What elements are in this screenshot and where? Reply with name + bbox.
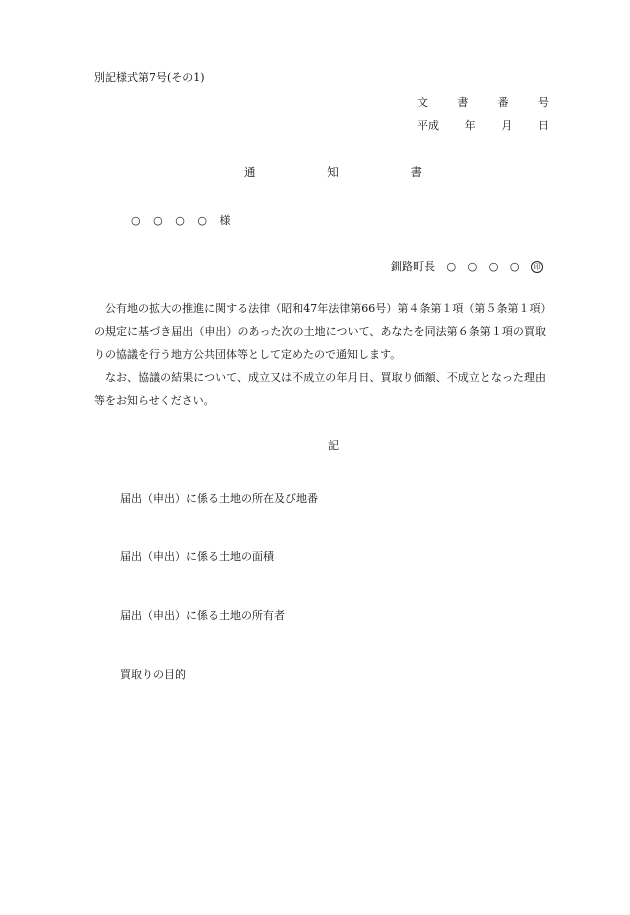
sender-placeholder: ○ (467, 260, 478, 273)
document-number-line (417, 94, 549, 110)
date-year: 年 (464, 119, 476, 132)
date-line (417, 117, 549, 133)
docnum-char: 書 (457, 96, 469, 109)
docnum-char: 文 (417, 96, 428, 109)
addressee-honorific: 様 (219, 214, 231, 227)
ki-heading: 記 (328, 439, 339, 452)
seal-icon: 印 (531, 261, 543, 273)
date-day: 日 (537, 119, 549, 132)
sender (391, 258, 543, 274)
sender-title: 釧路町長 (391, 260, 435, 273)
sender-placeholder: ○ (488, 260, 499, 273)
addressee-placeholder: ○ (153, 214, 163, 227)
date-month: 月 (501, 119, 513, 132)
docnum-char: 号 (537, 96, 549, 109)
title-char: 通 (244, 165, 256, 179)
list-item: 届出（申出）に係る土地の所在及び地番 (120, 492, 318, 505)
sender-placeholder: ○ (509, 260, 520, 273)
addressee-placeholder: ○ (131, 214, 141, 227)
title-char: 書 (410, 165, 422, 179)
body-paragraph-2: なお、協議の結果について、成立又は不成立の年月日、買取り価額、不成立となった理由等をお知らせください。 (94, 371, 546, 407)
sender-placeholder: ○ (446, 260, 457, 273)
body-text (94, 297, 546, 412)
list-item: 買取りの目的 (120, 668, 186, 681)
list-item: 届出（申出）に係る土地の所有者 (120, 609, 285, 622)
addressee-placeholder: ○ (197, 214, 207, 227)
body-paragraph-1: 公有地の拡大の推進に関する法律（昭和47年法律第66号）第４条第１項（第５条第１項）の規定に基づき届出（申出）のあった次の土地について、あなたを同法第６条第１項の買取りの協議を行う地方公共団体等として定めたので通知します。 (94, 302, 546, 361)
date-era: 平成 (417, 119, 439, 132)
title-char: 知 (327, 165, 339, 179)
list-item: 届出（申出）に係る土地の面積 (120, 550, 274, 563)
addressee-placeholder: ○ (175, 214, 185, 227)
addressee (131, 212, 239, 228)
docnum-char: 番 (497, 96, 509, 109)
document-title (244, 164, 422, 180)
form-number: 別記様式第7号(その1) (94, 71, 205, 84)
